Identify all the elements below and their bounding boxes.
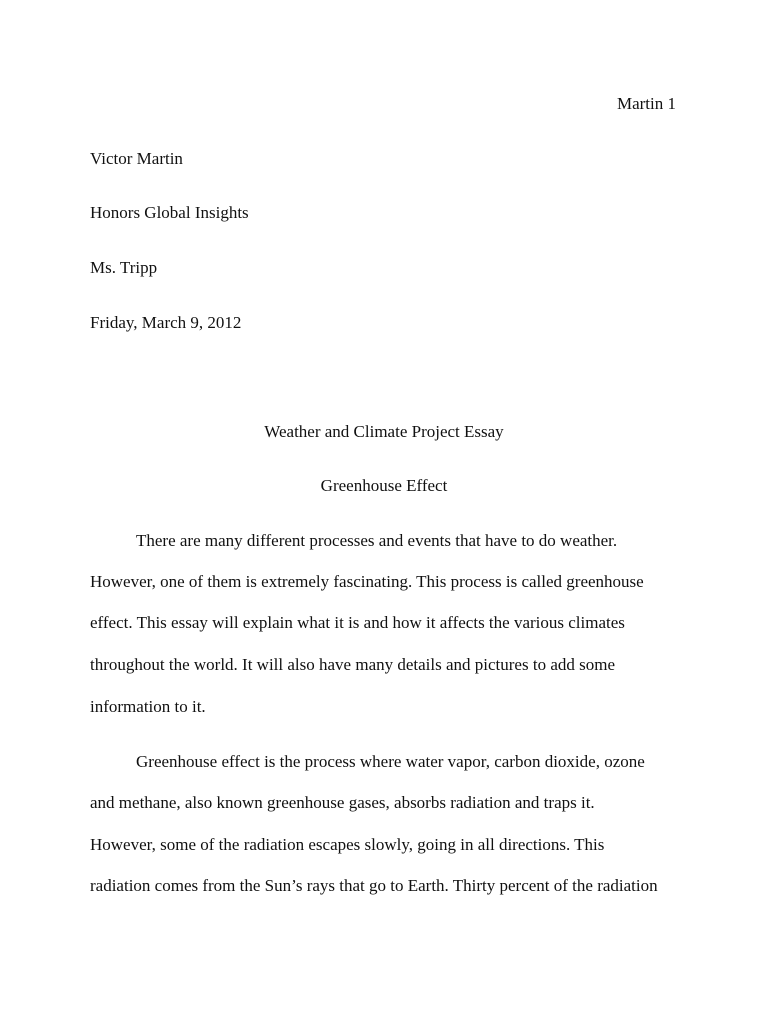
course-name: Honors Global Insights: [90, 203, 249, 222]
paragraph-2-line-2: and methane, also known greenhouse gases, absorbs radiation and traps it.: [90, 793, 595, 812]
paragraph-1-line-2: However, one of them is extremely fascinating. This process is called greenhouse: [90, 572, 644, 591]
essay-title: Weather and Climate Project Essay: [264, 422, 504, 441]
paragraph-1-line-5: information to it.: [90, 697, 206, 716]
running-head: Martin 1: [616, 94, 676, 113]
essay-date: Friday, March 9, 2012: [90, 313, 242, 332]
paragraph-2-line-4: radiation comes from the Sun’s rays that go to Earth. Thirty percent of the radiation: [90, 876, 658, 895]
teacher-name: Ms. Tripp: [90, 258, 158, 277]
paragraph-2-line-1: Greenhouse effect is the process where water vapor, carbon dioxide, ozone: [136, 752, 645, 771]
paragraph-2-line-3: However, some of the radiation escapes slowly, going in all directions. This: [90, 835, 605, 854]
paragraph-1-line-1: There are many different processes and events that have to do weather.: [136, 531, 618, 550]
paragraph-1-line-4: throughout the world. It will also have many details and pictures to add some: [90, 655, 615, 674]
author-name: Victor Martin: [90, 149, 183, 168]
essay-subtitle: Greenhouse Effect: [320, 476, 448, 495]
paragraph-1-line-3: effect. This essay will explain what it is and how it affects the various climates: [90, 613, 625, 632]
